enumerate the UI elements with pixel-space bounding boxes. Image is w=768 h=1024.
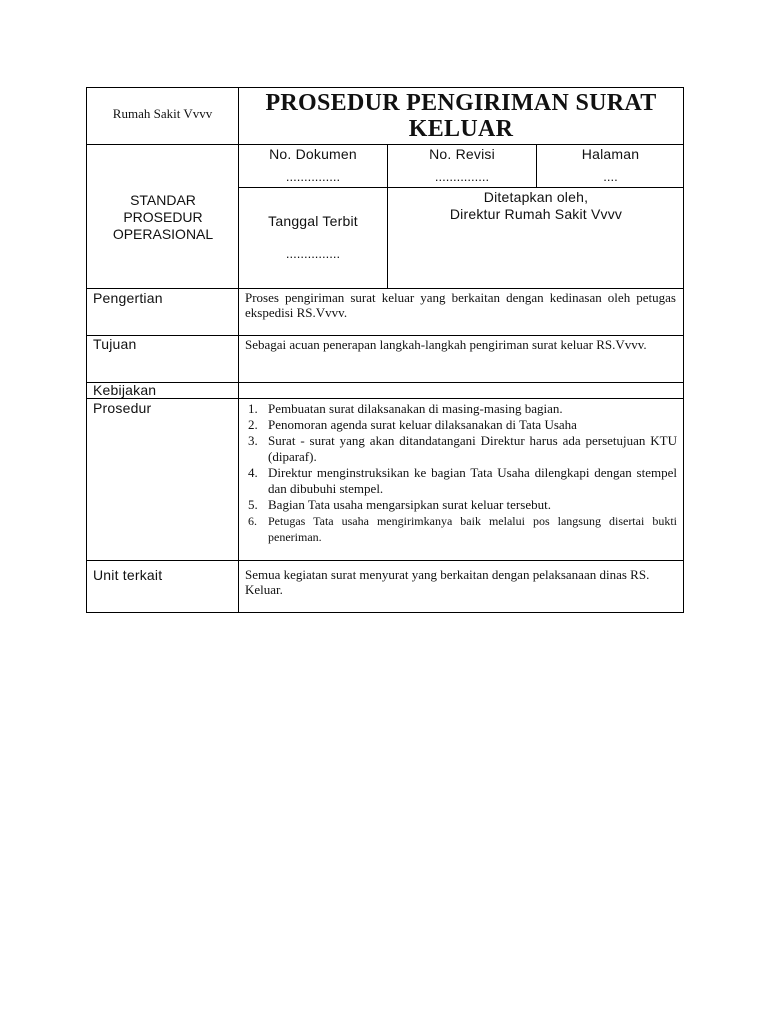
hospital-name: Rumah Sakit Vvvv [112, 106, 213, 121]
ditetapkan-line2: Direktur Rumah Sakit Vvvv [449, 206, 623, 222]
prosedur-step [241, 401, 677, 417]
prosedur-step [241, 465, 677, 497]
left-column-divider [238, 88, 239, 613]
ditetapkan-line1: Ditetapkan oleh, [483, 189, 589, 205]
tanggal-terbit-label: Tanggal Terbit [268, 213, 358, 229]
kebijakan-label: Kebijakan [93, 382, 157, 398]
prosedur-step-list [241, 401, 677, 545]
doc-info-divider [238, 187, 684, 188]
tanggal-terbit-value: ............... [285, 246, 341, 261]
step-number: 6. [248, 514, 257, 528]
prosedur-divider [87, 560, 684, 561]
halaman-label: Halaman [581, 146, 640, 162]
step-text: Surat - surat yang akan ditandatangani Direktur harus ada persetujuan KTU (diparaf). [268, 433, 677, 464]
step-number: 3. [248, 433, 258, 448]
step-text: Bagian Tata usaha mengarsipkan surat keluar tersebut. [268, 497, 551, 512]
unit-terkait-text: Semua kegiatan surat menyurat yang berkaitan dengan pelaksanaan dinas RS. Keluar. [245, 567, 650, 597]
step-text: Petugas Tata usaha mengirimkanya baik melalui pos langsung disertai bukti peneriman. [268, 514, 677, 544]
pengertian-text: Proses pengiriman surat keluar yang berkaitan dengan kedinasan oleh petugas ekspedisi RS.Vvvv. [245, 290, 676, 320]
step-number: 4. [248, 465, 258, 480]
prosedur-step [241, 513, 677, 545]
prosedur-step [241, 433, 677, 465]
prosedur-step [241, 417, 677, 433]
no-dokumen-value: ............... [285, 169, 341, 184]
halaman-value: .... [603, 169, 618, 184]
prosedur-step [241, 497, 677, 513]
kebijakan-divider [87, 398, 684, 399]
step-text: Direktur menginstruksikan ke bagian Tata Usaha dilengkapi dengan stempel dan dibubuhi stempel. [268, 465, 677, 496]
prosedur-label: Prosedur [93, 400, 152, 416]
tujuan-label: Tujuan [93, 336, 137, 352]
header-divider [87, 144, 684, 145]
step-text: Pembuatan surat dilaksanakan di masing-masing bagian. [268, 401, 563, 416]
sop-label: STANDAR PROSEDUR OPERASIONAL [112, 192, 214, 242]
prosedur-steps [241, 401, 677, 545]
no-dokumen-label: No. Dokumen [269, 146, 357, 162]
step-text: Penomoran agenda surat keluar dilaksanakan di Tata Usaha [268, 417, 577, 432]
sop-document [86, 87, 684, 613]
no-revisi-value: ............... [434, 169, 490, 184]
page-title: PROSEDUR PENGIRIMAN SURAT KELUAR [265, 90, 657, 142]
step-number: 1. [248, 401, 258, 416]
step-number: 5. [248, 497, 258, 512]
tujuan-text: Sebagai acuan penerapan langkah-langkah pengiriman surat keluar RS.Vvvv. [245, 337, 647, 352]
no-revisi-label: No. Revisi [429, 146, 495, 162]
pengertian-label: Pengertian [93, 290, 163, 306]
unit-terkait-label: Unit terkait [93, 567, 163, 583]
step-number: 2. [248, 417, 258, 432]
sop-block-divider [87, 288, 684, 289]
